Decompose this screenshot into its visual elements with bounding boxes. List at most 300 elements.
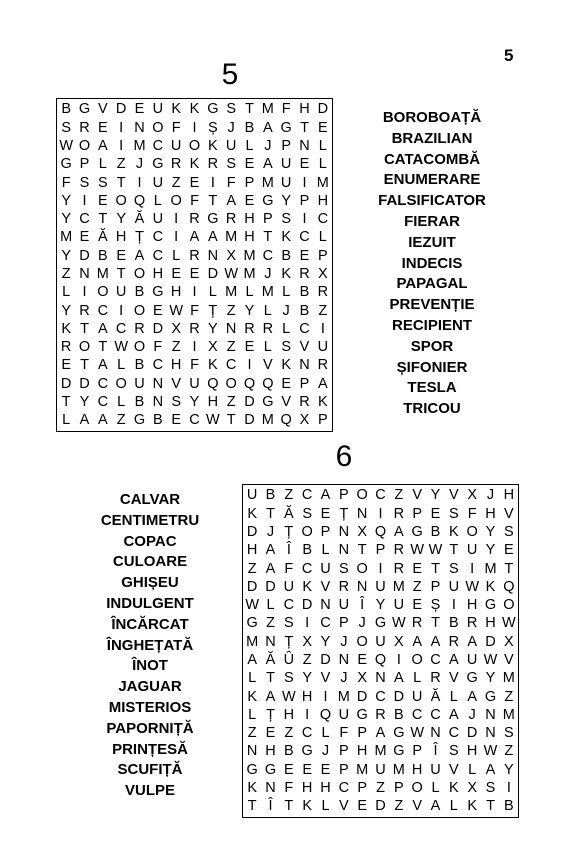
grid-letter: K [281,357,291,374]
grid-letter: R [375,706,386,723]
grid-letter: E [79,229,90,246]
grid-letter: M [374,743,387,760]
grid-letter: P [430,578,441,595]
grid-letter: F [61,174,71,191]
grid-letter: W [169,302,183,319]
grid-letter: C [338,780,350,797]
grid-letter: Y [320,633,331,650]
grid-letter: B [430,523,441,540]
grid-letter: K [207,137,218,154]
grid-letter: D [244,394,255,411]
grid-letter: B [134,357,145,374]
grid-letter: M [243,247,256,264]
grid-letter: R [430,670,441,687]
grid-letter: G [411,523,423,540]
grid-letter: L [208,284,217,301]
grid-letter: S [281,339,291,356]
grid-letter: V [412,798,422,815]
grid-letter: U [393,597,405,614]
grid-letter: H [301,780,313,797]
grid-letter: E [189,266,200,282]
grid-letter: Z [116,156,126,173]
grid-letter: E [97,192,108,209]
grid-letter: O [78,137,91,154]
grid-letter: Z [247,725,257,742]
grid-letter: D [244,412,255,429]
grid-letter: E [299,247,310,264]
grid-letter: T [247,798,257,815]
grid-letter: T [263,229,273,246]
grid-letter: R [189,247,200,264]
grid-letter: Z [226,302,236,319]
grid-letter: O [356,633,368,650]
grid-letter: E [116,247,126,264]
grid-letter: U [430,761,441,778]
grid-letter: H [170,284,182,301]
grid-letter: B [97,247,108,264]
grid-letter: S [485,780,496,797]
grid-letter: D [246,578,258,595]
grid-letter: E [152,302,163,319]
grid-letter: U [375,578,386,595]
grid-letter: L [282,320,291,337]
grid-letter: M [133,137,146,154]
grid-letter: X [357,523,367,540]
grid-letter: A [317,375,328,392]
grid-letter: J [340,633,348,650]
grid-letter: Ă [283,505,294,522]
grid-letter: Y [61,192,71,209]
grid-letter: T [98,211,108,228]
grid-letter: I [137,174,142,191]
grid-letter: X [171,320,181,337]
grid-row [57,174,332,192]
grid-letter: O [301,523,313,540]
grid-letter: R [393,542,405,559]
grid-letter: Y [485,542,496,559]
grid-letter: Z [284,725,294,742]
grid-letter: C [301,487,313,504]
grid-letter: R [79,119,90,136]
grid-letter: E [97,119,108,136]
grid-letter: C [79,211,90,228]
grid-letter: A [393,670,404,687]
grid-letter: L [321,725,330,742]
grid-letter: Q [280,412,292,429]
grid-letter: D [79,375,90,392]
grid-letter: C [448,725,460,742]
grid-letter: G [60,156,72,173]
word-list-item: COPAC [123,532,177,550]
grid-letter: I [119,119,124,136]
word-list-item: CALVAR [119,491,181,508]
grid-letter: J [264,266,272,282]
grid-row [57,265,332,283]
grid-letter: Z [318,302,328,319]
grid-letter: R [466,615,478,632]
word-list-6 [70,490,230,802]
grid-letter: C [97,375,109,392]
grid-letter: Y [61,302,71,319]
grid-letter: Ș [207,119,218,136]
grid-letter: F [190,302,199,319]
grid-letter: U [338,597,350,614]
grid-letter: G [152,156,164,173]
word-list-item: PAPORNIȚĂ [106,719,194,737]
grid-row [57,411,332,429]
grid-letter: B [134,284,145,301]
word-list-item: BRAZILIAN [391,129,473,147]
grid-letter: R [338,578,350,595]
grid-letter: H [466,743,478,760]
grid-letter: V [448,670,459,687]
grid-letter: I [323,688,328,705]
grid-letter: H [265,743,276,760]
grid-letter: G [207,101,219,118]
grid-letter: Y [302,670,312,687]
grid-letter: S [61,119,71,136]
grid-letter: D [317,101,329,118]
word-list-item: TRICOU [403,400,461,418]
grid-letter: C [375,688,386,705]
grid-letter: Ț [135,229,144,246]
grid-row [57,228,332,246]
word-list-item: PREVENȚIE [389,296,475,314]
grid-letter: M [243,266,256,282]
grid-letter: E [412,597,422,614]
grid-letter: E [244,339,255,356]
grid-letter: J [266,523,275,540]
grid-letter: R [207,156,219,173]
grid-letter: O [225,375,237,392]
word-list-item: CULOARE [112,553,188,571]
grid-letter: Ț [339,505,349,522]
grid-letter: W [410,725,424,742]
grid-letter: D [320,652,331,668]
grid-letter: E [171,412,181,429]
grid-letter: L [431,780,440,797]
grid-letter: S [79,174,90,191]
grid-letter: B [299,302,310,319]
grid-letter: C [430,706,441,723]
grid-letter: V [503,652,514,668]
grid-letter: R [411,615,423,632]
grid-letter: J [264,137,272,154]
grid-letter: C [375,487,386,504]
grid-letter: N [152,394,164,411]
grid-letter: D [115,101,127,118]
grid-letter: U [170,137,182,154]
grid-row [243,486,518,504]
grid-letter: Z [284,487,294,504]
grid-letter: I [192,284,197,301]
grid-letter: M [60,229,73,246]
word-search-grid-6 [242,484,519,818]
grid-letter: R [393,560,405,577]
grid-letter: I [119,302,124,319]
grid-letter: T [245,101,254,118]
grid-letter: T [504,560,514,577]
word-list-item: INDULGENT [106,594,194,612]
grid-letter: T [284,798,294,815]
grid-letter: M [96,266,109,282]
grid-letter: U [320,560,331,577]
grid-letter: N [299,357,310,374]
word-list-item: IEZUIT [408,233,456,251]
grid-letter: U [448,578,460,595]
grid-letter: U [466,542,478,559]
grid-letter: N [338,652,350,668]
grid-row [243,706,518,724]
grid-letter: Z [504,743,514,760]
grid-letter: L [248,670,257,687]
word-list-item: FALSIFICATOR [378,192,486,210]
grid-letter: H [170,357,182,374]
grid-row [243,596,518,614]
word-search-grid-5 [56,98,333,432]
grid-letter: N [299,137,310,154]
grid-letter: T [80,320,89,337]
grid-letter: A [226,192,236,209]
grid-letter: K [281,229,291,246]
grid-letter: K [302,578,312,595]
grid-letter: Y [61,247,71,264]
grid-letter: B [152,412,163,429]
grid-letter: Z [412,578,422,595]
grid-letter: E [281,375,291,392]
grid-letter: M [356,761,369,778]
grid-letter: P [299,192,310,209]
grid-letter: N [320,597,331,614]
grid-letter: W [224,266,238,282]
grid-letter: G [393,725,405,742]
grid-letter: G [78,101,91,118]
grid-letter: L [282,284,291,301]
grid-letter: F [171,119,181,136]
grid-letter: B [503,798,514,815]
grid-letter: J [135,156,144,173]
grid-letter: N [375,670,386,687]
word-list-item: TESLA [407,379,457,397]
grid-letter: P [338,761,349,778]
grid-letter: R [225,211,237,228]
grid-letter: H [317,192,329,209]
grid-letter: Y [61,211,71,228]
grid-letter: M [337,688,350,705]
grid-letter: V [97,101,108,118]
grid-letter: G [466,670,478,687]
grid-letter: V [412,487,422,504]
grid-letter: V [448,761,459,778]
grid-letter: A [97,357,108,374]
grid-letter: J [321,743,330,760]
grid-letter: N [152,375,164,392]
grid-letter: N [246,743,258,760]
grid-letter: C [301,725,313,742]
grid-letter: N [207,247,219,264]
word-list-item: JAGUAR [118,678,182,696]
grid-letter: G [152,284,164,301]
grid-letter: D [485,633,496,650]
grid-letter: I [82,192,87,209]
grid-letter: W [391,615,406,632]
grid-letter: O [115,192,127,209]
grid-letter: U [134,375,145,392]
grid-letter: C [152,137,164,154]
grid-letter: T [431,560,440,577]
grid-letter: S [448,743,459,760]
grid-letter: W [114,339,128,356]
grid-letter: H [320,780,331,797]
grid-letter: E [503,542,514,559]
grid-letter: V [171,375,181,392]
grid-letter: F [281,101,291,118]
grid-letter: U [375,633,386,650]
grid-letter: X [299,412,310,429]
grid-letter: V [448,487,459,504]
grid-letter: K [281,266,291,282]
grid-letter: A [134,247,145,264]
grid-letter: W [205,412,220,429]
grid-letter: A [97,320,108,337]
grid-letter: T [300,119,309,136]
grid-letter: R [299,394,310,411]
puzzle-number-6: 6 [335,440,353,473]
grid-letter: L [98,156,107,173]
grid-letter: W [281,688,296,705]
grid-letter: G [246,615,258,632]
word-list-item: INDECIS [401,254,463,272]
grid-row [57,393,332,411]
grid-letter: X [467,780,477,797]
grid-letter: D [393,688,405,705]
grid-letter: Ț [284,633,294,650]
grid-letter: G [301,743,313,760]
word-list-item: SCUFIȚĂ [117,761,183,779]
grid-letter: R [317,284,329,301]
grid-letter: K [247,505,257,522]
grid-letter: C [317,211,329,228]
grid-letter: H [466,597,478,614]
grid-letter: H [299,101,310,118]
grid-letter: G [484,688,497,705]
grid-letter: U [225,137,237,154]
grid-letter: U [152,174,164,191]
grid-letter: C [225,357,237,374]
grid-letter: Q [133,192,146,209]
grid-letter: A [430,798,441,815]
grid-row [57,375,332,393]
word-list-item: ÎNCĂRCAT [111,615,189,633]
grid-letter: T [116,266,126,282]
grid-letter: O [133,266,146,282]
grid-letter: Î [433,743,438,760]
grid-letter: Î [360,597,365,614]
grid-letter: I [396,652,401,668]
grid-letter: H [115,229,127,246]
grid-letter: G [264,761,277,778]
grid-letter: S [503,523,514,540]
grid-letter: A [265,688,276,705]
grid-letter: H [207,394,219,411]
grid-letter: Ș [430,597,441,614]
grid-letter: I [119,137,124,154]
grid-row [243,651,518,669]
grid-letter: G [393,743,405,760]
grid-letter: N [356,578,368,595]
grid-letter: S [338,560,349,577]
grid-letter: O [97,284,109,301]
grid-letter: Y [485,523,496,540]
grid-letter: C [152,247,164,264]
word-list-item: VULPE [124,782,175,800]
grid-letter: G [262,394,274,411]
grid-letter: B [302,542,312,559]
grid-letter: L [245,284,254,301]
grid-letter: H [411,761,423,778]
grid-letter: S [448,505,459,522]
grid-letter: H [283,706,295,723]
grid-letter: E [283,761,294,778]
grid-letter: Y [430,487,441,504]
grid-letter: N [430,725,441,742]
grid-letter: P [393,780,404,797]
grid-letter: Y [207,320,218,337]
grid-letter: L [321,542,330,559]
word-list-item: RECIPIENT [391,316,472,334]
grid-letter: E [134,101,145,118]
grid-letter: A [97,137,108,154]
grid-letter: H [246,542,258,559]
grid-letter: F [226,174,236,191]
grid-letter: A [189,229,200,246]
grid-letter: A [485,761,496,778]
grid-letter: X [226,247,236,264]
grid-letter: H [152,266,164,282]
grid-letter: E [299,156,310,173]
grid-letter: N [485,706,496,723]
grid-letter: I [302,174,307,191]
grid-letter: K [189,156,200,173]
grid-letter: C [430,652,441,668]
grid-letter: B [244,119,255,136]
grid-letter: G [207,211,219,228]
grid-letter: M [502,670,515,687]
grid-row [243,541,518,559]
grid-letter: R [244,320,255,337]
grid-row [243,742,518,760]
word-list-item: SPOR [410,337,454,355]
grid-letter: B [61,101,71,118]
grid-letter: W [483,743,498,760]
grid-row [57,247,332,265]
grid-letter: E [61,357,71,374]
grid-letter: L [172,247,181,264]
grid-letter: Ț [284,523,294,540]
grid-letter: D [301,597,313,614]
grid-row [57,192,332,210]
grid-letter: Y [281,192,291,209]
grid-letter: G [262,192,274,209]
grid-letter: S [226,101,236,118]
grid-letter: W [483,652,498,668]
grid-letter: U [283,578,295,595]
grid-letter: T [98,339,108,356]
grid-letter: O [152,119,164,136]
grid-letter: P [320,523,331,540]
grid-letter: M [225,284,238,301]
grid-row [243,688,518,706]
